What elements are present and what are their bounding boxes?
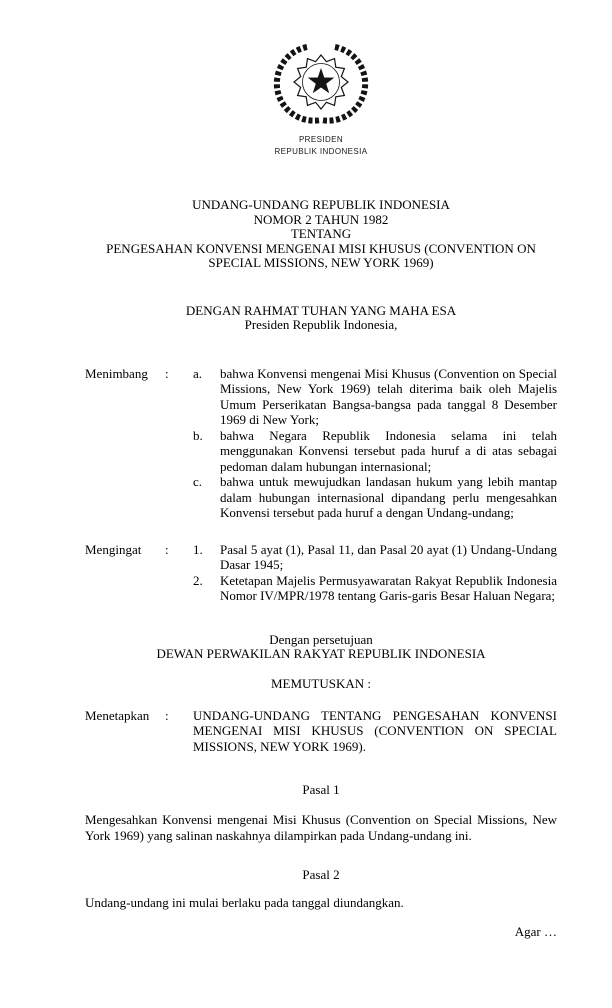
letterhead-line-presiden: PRESIDEN: [298, 135, 344, 144]
menimbang-label: Menimbang: [85, 365, 148, 381]
menimbang-colon: :: [165, 365, 169, 381]
title-block: [85, 198, 557, 271]
persetujuan-line-1: Dengan persetujuan: [269, 631, 373, 647]
clause-mengingat: [85, 542, 557, 604]
item-marker: c.: [193, 474, 203, 489]
persetujuan-block: [85, 633, 557, 662]
clause-menetapkan: [85, 708, 557, 755]
item-text: Pasal 5 ayat (1), Pasal 11, dan Pasal 20 ayat (1) Undang-Undang Dasar 1945;: [220, 541, 557, 572]
title-line-3: TENTANG: [290, 226, 352, 241]
item-marker: 2.: [193, 572, 203, 588]
clause-menimbang: [85, 366, 557, 521]
letterhead-line-republik: REPUBLIK INDONESIA: [274, 146, 368, 156]
letterhead: [85, 36, 557, 156]
title-line-1: UNDANG-UNDANG REPUBLIK INDONESIA: [192, 197, 450, 212]
item-text: bahwa Negara Republik Indonesia selama ini telah menggunakan Konvensi tersebut pada huruf a di atas sebagai pedoman dalam hubungan internasional;: [220, 427, 557, 474]
preamble-line-2: Presiden Republik Indonesia,: [244, 317, 398, 332]
list-item: [193, 366, 557, 428]
item-text: bahwa Konvensi mengenai Misi Khusus (Convention on Special Missions, New York 1969) telah diterima baik oleh Majelis Umum Perserikatan Bangsa-bangsa pada tanggal 8 Desember 1969 di New York;: [220, 365, 557, 427]
list-item: [193, 573, 557, 604]
list-item: [193, 542, 557, 573]
preamble-line-1: DENGAN RAHMAT TUHAN YANG MAHA ESA: [185, 302, 457, 318]
pasal-2-body: Undang-undang ini mulai berlaku pada tanggal diundangkan.: [85, 895, 404, 910]
mengingat-label: Mengingat: [85, 541, 142, 557]
item-text: bahwa untuk mewujudkan landasan hukum yang lebih mantap dalam hubungan internasional dipandang perlu mengesahkan Konvensi tersebut pada huruf a dengan Undang-undang;: [220, 474, 557, 520]
persetujuan-line-2: DEWAN PERWAKILAN RAKYAT REPUBLIK INDONESIA: [156, 646, 486, 661]
pasal-1-body: Mengesahkan Konvensi mengenai Misi Khusus (Convention on Special Missions, New York 1969) yang salinan naskahnya dilampirkan pada Undang-undang ini.: [85, 812, 557, 843]
pasal-2-heading: Pasal 2: [302, 867, 340, 882]
list-item: [193, 428, 557, 475]
continuation-marker: Agar …: [514, 923, 557, 939]
title-line-2: NOMOR 2 TAHUN 1982: [253, 211, 389, 227]
menetapkan-label: Menetapkan: [85, 707, 150, 723]
menetapkan-text: UNDANG-UNDANG TENTANG PENGESAHAN KONVENSI MENGENAI MISI KHUSUS (CONVENTION ON SPECIAL MISSIONS, NEW YORK 1969).: [193, 707, 557, 754]
mengingat-items: [193, 542, 557, 604]
item-text: Ketetapan Majelis Permusyawaratan Rakyat Republik Indonesia Nomor IV/MPR/1978 tentang Garis-garis Besar Haluan Negara;: [220, 572, 557, 603]
item-marker: 1.: [193, 541, 203, 557]
presidential-seal-icon: [263, 36, 379, 128]
title-line-4: PENGESAHAN KONVENSI MENGENAI MISI KHUSUS (CONVENTION ON SPECIAL MISSIONS, NEW YORK 1969): [106, 240, 536, 270]
preamble-block: [85, 304, 557, 333]
menetapkan-colon: :: [165, 707, 169, 723]
mengingat-colon: :: [165, 541, 169, 557]
memutuskan-heading: MEMUTUSKAN :: [270, 675, 372, 691]
pasal-1-heading: Pasal 1: [302, 782, 340, 797]
menimbang-items: [193, 366, 557, 521]
item-marker: b.: [193, 427, 203, 443]
item-marker: a.: [193, 365, 203, 381]
list-item: [193, 474, 557, 521]
